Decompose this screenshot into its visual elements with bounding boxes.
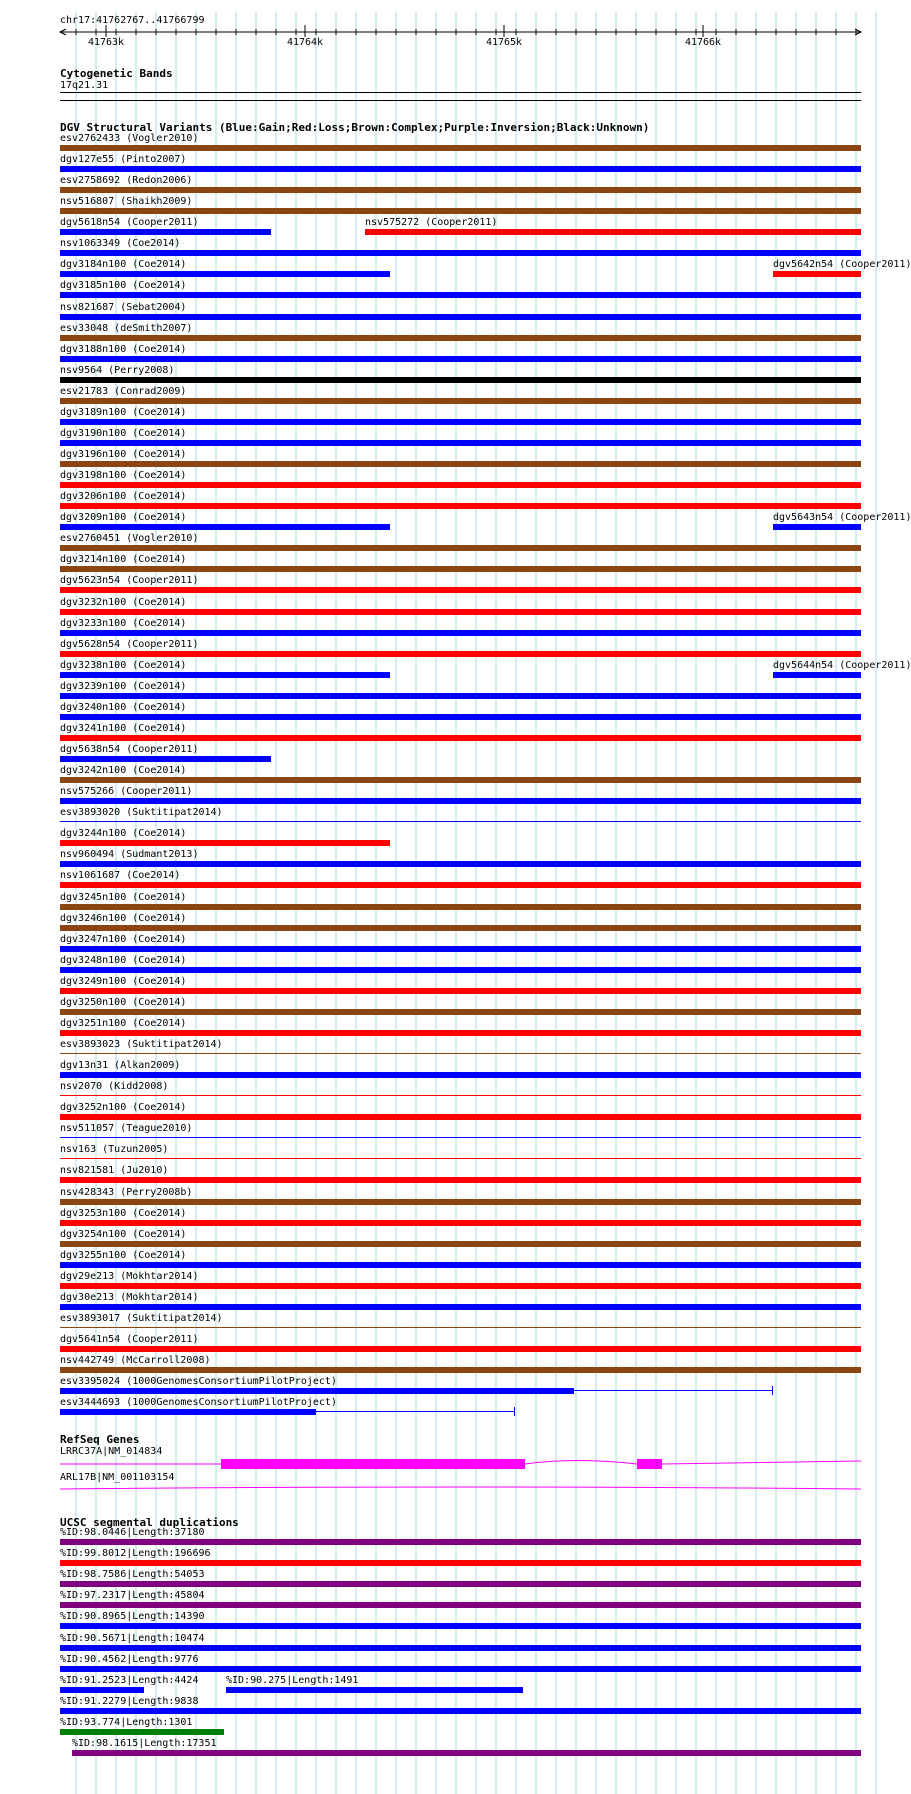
dgv-feature-label: dgv127e55 (Pinto2007)	[60, 154, 187, 165]
segdup-feature-label: %ID:90.8965|Length:14390	[60, 1611, 205, 1622]
dgv-track-title: DGV Structural Variants (Blue:Gain;Red:Loss;Brown:Complex;Purple:Inversion;Black:Unknown)	[60, 121, 650, 134]
dgv-feature-bar[interactable]	[60, 145, 861, 151]
segdup-feature-bar[interactable]	[60, 1602, 861, 1608]
dgv-feature-bar[interactable]	[60, 166, 861, 172]
dgv-feature-label: dgv5644n54 (Cooper2011)	[773, 660, 911, 671]
dgv-feature-label: esv3395024 (1000GenomesConsortiumPilotProject)	[60, 1376, 337, 1387]
dgv-feature-bar[interactable]	[60, 672, 390, 678]
refseq-gene-label: ARL17B|NM_001103154	[60, 1472, 175, 1483]
dgv-feature-bar[interactable]	[60, 503, 861, 509]
dgv-feature-bar[interactable]	[60, 1367, 861, 1373]
dgv-feature-label: dgv3251n100 (Coe2014)	[60, 1018, 187, 1029]
dgv-feature-bar[interactable]	[60, 798, 861, 804]
dgv-feature-end-tick[interactable]	[772, 1386, 773, 1395]
dgv-feature-bar[interactable]	[60, 904, 861, 910]
ruler-tick-label: 41765k	[485, 37, 523, 48]
dgv-feature-bar[interactable]	[60, 714, 861, 720]
dgv-feature-bar[interactable]	[60, 1177, 861, 1183]
dgv-feature-label: dgv3206n100 (Coe2014)	[60, 491, 187, 502]
dgv-feature-bar[interactable]	[60, 1220, 861, 1226]
dgv-feature-bar[interactable]	[60, 187, 861, 193]
segdup-feature-bar[interactable]	[60, 1539, 861, 1545]
dgv-feature-bar[interactable]	[60, 756, 271, 762]
dgv-feature-bar[interactable]	[60, 882, 861, 888]
dgv-feature-label: dgv3245n100 (Coe2014)	[60, 892, 187, 903]
dgv-feature-label: dgv3252n100 (Coe2014)	[60, 1102, 187, 1113]
dgv-feature-label: esv21783 (Conrad2009)	[60, 386, 187, 397]
ruler-location-label: chr17:41762767..41766799	[60, 15, 205, 26]
dgv-feature-label: dgv3244n100 (Coe2014)	[60, 828, 187, 839]
dgv-feature-label: dgv5641n54 (Cooper2011)	[60, 1334, 199, 1345]
dgv-feature-bar[interactable]	[60, 1137, 861, 1138]
dgv-feature-label: dgv3241n100 (Coe2014)	[60, 723, 187, 734]
dgv-feature-label: dgv30e213 (Mokhtar2014)	[60, 1292, 199, 1303]
segdup-feature-label: %ID:98.0446|Length:37180	[60, 1527, 205, 1538]
dgv-feature-label: esv33048 (deSmith2007)	[60, 323, 193, 334]
dgv-feature-bar[interactable]	[60, 1009, 861, 1015]
dgv-feature-bar[interactable]	[60, 1304, 861, 1310]
ruler-tick-label: 41763k	[87, 37, 125, 48]
dgv-feature-bar[interactable]	[60, 229, 271, 235]
dgv-feature-label: esv3893023 (Suktitipat2014)	[60, 1039, 223, 1050]
dgv-feature-bar[interactable]	[60, 377, 861, 383]
dgv-feature-label: dgv3249n100 (Coe2014)	[60, 976, 187, 987]
segdup-feature-label: %ID:98.7586|Length:54053	[60, 1569, 205, 1580]
dgv-feature-label: dgv3246n100 (Coe2014)	[60, 913, 187, 924]
dgv-feature-label: dgv3189n100 (Coe2014)	[60, 407, 187, 418]
dgv-feature-bar[interactable]	[60, 946, 861, 952]
dgv-feature-bar[interactable]	[60, 271, 390, 277]
dgv-feature-label: dgv5643n54 (Cooper2011)	[773, 512, 911, 523]
dgv-feature-bar[interactable]	[60, 777, 861, 783]
dgv-feature-bar[interactable]	[60, 735, 861, 741]
cytoband-bar[interactable]	[60, 92, 861, 93]
segdup-feature-bar[interactable]	[60, 1623, 861, 1629]
dgv-feature-label: dgv3250n100 (Coe2014)	[60, 997, 187, 1008]
dgv-feature-label: nsv516807 (Shaikh2009)	[60, 196, 193, 207]
segdup-feature-label: %ID:90.4562|Length:9776	[60, 1654, 199, 1665]
dgv-feature-bar[interactable]	[60, 988, 861, 994]
dgv-feature-label: dgv3242n100 (Coe2014)	[60, 765, 187, 776]
cytoband-label: 17q21.31	[60, 80, 109, 91]
dgv-feature-bar[interactable]	[60, 1053, 861, 1054]
dgv-feature-label: dgv5618n54 (Cooper2011)	[60, 217, 199, 228]
dgv-feature-label: esv3444693 (1000GenomesConsortiumPilotProject)	[60, 1397, 337, 1408]
dgv-feature-label: esv2758692 (Redon2006)	[60, 175, 193, 186]
dgv-feature-label: dgv3196n100 (Coe2014)	[60, 449, 187, 460]
refseq-exon	[637, 1459, 662, 1469]
dgv-feature-label: dgv3184n100 (Coe2014)	[60, 259, 187, 270]
dgv-feature-bar[interactable]	[60, 356, 861, 362]
dgv-feature-label: dgv13n31 (Alkan2009)	[60, 1060, 181, 1071]
dgv-feature-bar[interactable]	[60, 693, 861, 699]
refseq-track-title: RefSeq Genes	[60, 1433, 140, 1446]
dgv-feature-label: esv3893020 (Suktitipat2014)	[60, 807, 223, 818]
segdup-feature-bar[interactable]	[60, 1560, 861, 1566]
dgv-feature-bar[interactable]	[60, 840, 390, 846]
segdup-feature-label: %ID:90.5671|Length:10474	[60, 1633, 205, 1644]
dgv-feature-label: nsv960494 (Sudmant2013)	[60, 849, 199, 860]
dgv-feature-label: dgv3232n100 (Coe2014)	[60, 597, 187, 608]
segdup-feature-bar[interactable]	[60, 1581, 861, 1587]
dgv-feature-bar[interactable]	[60, 440, 861, 446]
dgv-feature-bar[interactable]	[60, 1346, 861, 1352]
refseq-gene-models[interactable]	[0, 1455, 890, 1495]
segdup-feature-label: %ID:97.2317|Length:45804	[60, 1590, 205, 1601]
dgv-feature-bar[interactable]	[60, 250, 861, 256]
dgv-feature-bar[interactable]	[60, 208, 861, 214]
dgv-feature-bar[interactable]	[60, 651, 861, 657]
cytoband-bar-lower	[60, 100, 861, 101]
refseq-exon	[221, 1459, 525, 1469]
refseq-gene-label: LRRC37A|NM_014834	[60, 1446, 163, 1457]
segdup-feature-label: %ID:98.1615|Length:17351	[72, 1738, 217, 1749]
dgv-feature-label: esv2760451 (Vogler2010)	[60, 533, 199, 544]
dgv-feature-bar[interactable]	[60, 1158, 861, 1159]
segdup-track-title: UCSC segmental duplications	[60, 1516, 239, 1529]
dgv-feature-label: esv2762433 (Vogler2010)	[60, 133, 199, 144]
segdup-feature-bar[interactable]	[226, 1687, 523, 1693]
dgv-feature-label: nsv821581 (Ju2010)	[60, 1165, 169, 1176]
segdup-feature-bar[interactable]	[60, 1666, 861, 1672]
dgv-feature-bar[interactable]	[60, 1030, 861, 1036]
dgv-feature-label: dgv3214n100 (Coe2014)	[60, 554, 187, 565]
dgv-feature-label: esv3893017 (Suktitipat2014)	[60, 1313, 223, 1324]
dgv-feature-bar[interactable]	[60, 967, 861, 973]
dgv-feature-label: dgv3209n100 (Coe2014)	[60, 512, 187, 523]
dgv-feature-label: dgv3233n100 (Coe2014)	[60, 618, 187, 629]
refseq-gene-intron-line	[60, 1487, 861, 1489]
dgv-feature-bar[interactable]	[60, 1199, 861, 1205]
dgv-feature-label: nsv163 (Tuzun2005)	[60, 1144, 169, 1155]
dgv-feature-bar[interactable]	[60, 821, 861, 822]
dgv-feature-label: dgv3240n100 (Coe2014)	[60, 702, 187, 713]
dgv-feature-end-tick[interactable]	[514, 1407, 515, 1416]
dgv-feature-bar[interactable]	[60, 398, 861, 404]
dgv-feature-label: dgv3188n100 (Coe2014)	[60, 344, 187, 355]
dgv-feature-connector[interactable]	[574, 1390, 773, 1391]
dgv-feature-label: dgv3253n100 (Coe2014)	[60, 1208, 187, 1219]
dgv-feature-label: nsv575272 (Cooper2011)	[365, 217, 498, 228]
dgv-feature-label: nsv1063349 (Coe2014)	[60, 238, 181, 249]
dgv-feature-bar[interactable]	[60, 925, 861, 931]
dgv-feature-bar[interactable]	[773, 271, 861, 277]
dgv-feature-label: nsv575266 (Cooper2011)	[60, 786, 193, 797]
dgv-feature-bar[interactable]	[60, 1241, 861, 1247]
segdup-feature-bar[interactable]	[60, 1708, 861, 1714]
dgv-feature-bar[interactable]	[60, 419, 861, 425]
dgv-feature-bar[interactable]	[60, 566, 861, 572]
dgv-feature-connector[interactable]	[316, 1411, 515, 1412]
dgv-feature-bar[interactable]	[60, 1095, 861, 1096]
dgv-feature-bar[interactable]	[60, 1409, 316, 1415]
dgv-feature-bar[interactable]	[60, 1262, 861, 1268]
dgv-feature-label: nsv2070 (Kidd2008)	[60, 1081, 169, 1092]
dgv-feature-label: nsv9564 (Perry2008)	[60, 365, 175, 376]
dgv-feature-bar[interactable]	[60, 335, 861, 341]
segdup-feature-label: %ID:90.275|Length:1491	[226, 1675, 359, 1686]
dgv-feature-bar[interactable]	[60, 1114, 861, 1120]
ruler-tick-label: 41766k	[684, 37, 722, 48]
dgv-feature-label: dgv3254n100 (Coe2014)	[60, 1229, 187, 1240]
segdup-feature-label: %ID:99.8012|Length:196696	[60, 1548, 211, 1559]
dgv-feature-label: dgv29e213 (Mokhtar2014)	[60, 1271, 199, 1282]
dgv-feature-label: nsv821687 (Sebat2004)	[60, 302, 187, 313]
dgv-feature-bar[interactable]	[60, 1072, 861, 1078]
dgv-feature-label: nsv428343 (Perry2008b)	[60, 1187, 193, 1198]
segdup-feature-bar[interactable]	[60, 1729, 224, 1735]
dgv-feature-bar[interactable]	[365, 229, 861, 235]
dgv-feature-label: dgv5623n54 (Cooper2011)	[60, 575, 199, 586]
segdup-feature-label: %ID:91.2279|Length:9838	[60, 1696, 199, 1707]
dgv-feature-label: dgv5628n54 (Cooper2011)	[60, 639, 199, 650]
dgv-feature-bar[interactable]	[60, 1327, 861, 1328]
dgv-feature-label: dgv3255n100 (Coe2014)	[60, 1250, 187, 1261]
dgv-feature-label: dgv3185n100 (Coe2014)	[60, 280, 187, 291]
dgv-feature-bar[interactable]	[60, 461, 861, 467]
dgv-feature-bar[interactable]	[60, 545, 861, 551]
segdup-feature-bar[interactable]	[60, 1687, 144, 1693]
dgv-feature-bar[interactable]	[60, 292, 861, 298]
dgv-feature-bar[interactable]	[60, 524, 390, 530]
segdup-feature-bar[interactable]	[72, 1750, 861, 1756]
dgv-feature-label: dgv3190n100 (Coe2014)	[60, 428, 187, 439]
dgv-feature-bar[interactable]	[60, 1388, 574, 1394]
dgv-feature-label: dgv3247n100 (Coe2014)	[60, 934, 187, 945]
dgv-feature-bar[interactable]	[60, 609, 861, 615]
dgv-feature-label: dgv5638n54 (Cooper2011)	[60, 744, 199, 755]
dgv-feature-bar[interactable]	[773, 524, 861, 530]
dgv-feature-label: nsv511057 (Teague2010)	[60, 1123, 193, 1134]
segdup-feature-label: %ID:91.2523|Length:4424	[60, 1675, 199, 1686]
dgv-feature-bar[interactable]	[60, 630, 861, 636]
dgv-feature-bar[interactable]	[773, 672, 861, 678]
dgv-feature-label: nsv442749 (McCarroll2008)	[60, 1355, 211, 1366]
dgv-feature-bar[interactable]	[60, 587, 861, 593]
dgv-feature-label: dgv3198n100 (Coe2014)	[60, 470, 187, 481]
dgv-feature-label: dgv3248n100 (Coe2014)	[60, 955, 187, 966]
dgv-feature-bar[interactable]	[60, 861, 861, 867]
dgv-feature-label: dgv3239n100 (Coe2014)	[60, 681, 187, 692]
dgv-feature-label: nsv1061687 (Coe2014)	[60, 870, 181, 881]
dgv-feature-bar[interactable]	[60, 1283, 861, 1289]
ruler-tick-label: 41764k	[286, 37, 324, 48]
cytoband-track-title: Cytogenetic Bands	[60, 67, 173, 80]
dgv-feature-label: dgv5642n54 (Cooper2011)	[773, 259, 911, 270]
dgv-feature-label: dgv3238n100 (Coe2014)	[60, 660, 187, 671]
dgv-feature-bar[interactable]	[60, 482, 861, 488]
segdup-feature-bar[interactable]	[60, 1645, 861, 1651]
dgv-feature-bar[interactable]	[60, 314, 861, 320]
position-ruler[interactable]	[0, 25, 890, 49]
segdup-feature-label: %ID:93.774|Length:1301	[60, 1717, 193, 1728]
